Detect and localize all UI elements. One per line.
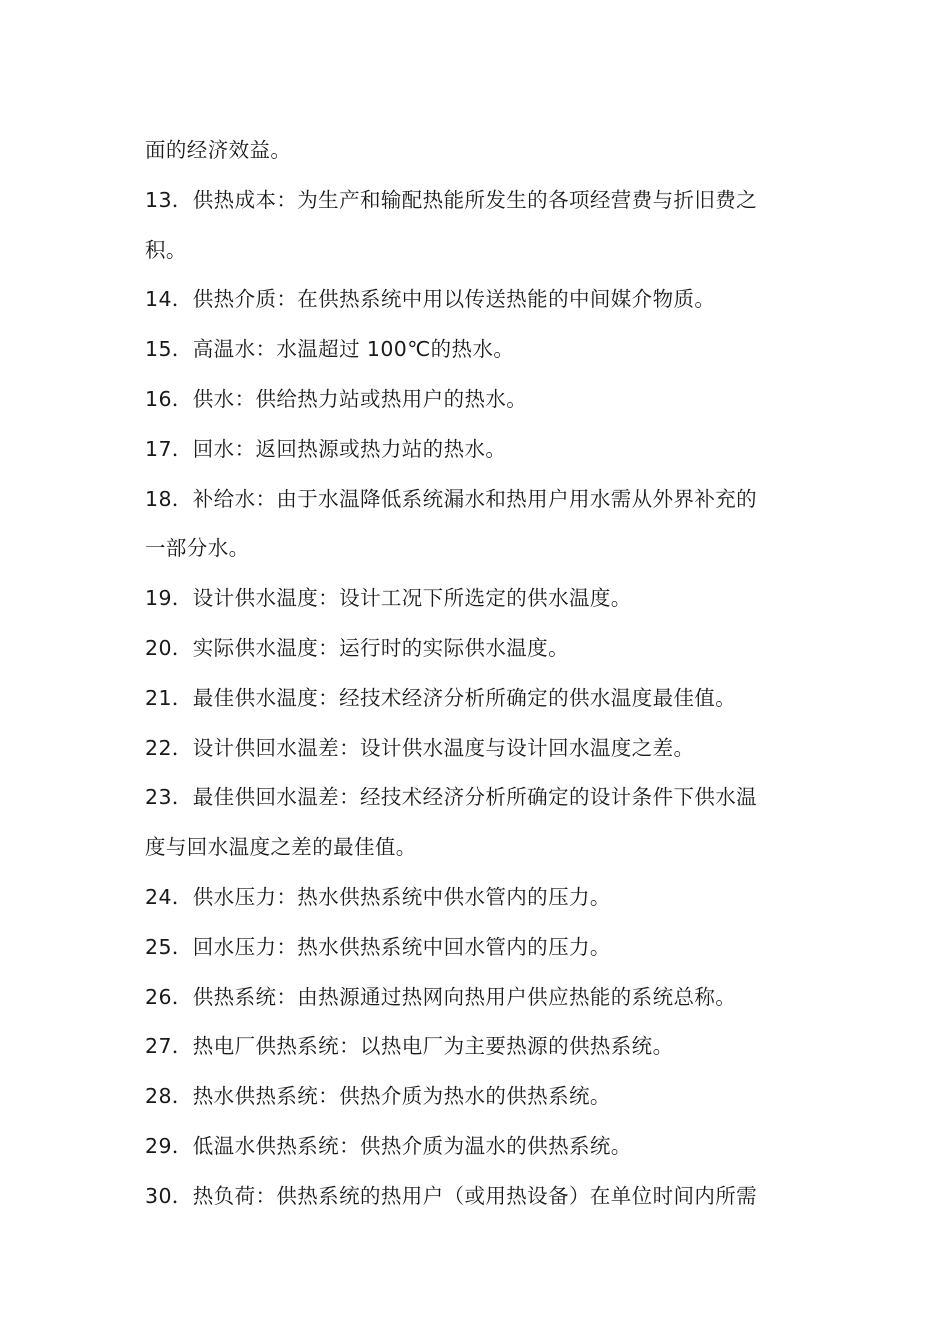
- text-line: 15．高温水：水温超过 100℃的热水。: [145, 337, 515, 362]
- text-line: 16．供水：供给热力站或热用户的热水。: [145, 386, 528, 411]
- text-line: 20．实际供水温度：运行时的实际供水温度。: [145, 635, 569, 660]
- text-line: 面的经济效益。: [145, 138, 292, 162]
- text-line: 一部分水。: [145, 536, 250, 561]
- text-line: 27．热电厂供热系统：以热电厂为主要热源的供热系统。: [145, 1034, 674, 1059]
- text-line: 17．回水：返回热源或热力站的热水。: [145, 436, 507, 461]
- text-line: 13．供热成本：为生产和输配热能所发生的各项经营费与折旧费之: [145, 187, 758, 212]
- text-line: 24．供水压力：热水供热系统中供水管内的压力。: [145, 884, 611, 909]
- text-line: 18．补给水：由于水温降低系统漏水和热用户用水需从外界补充的: [145, 486, 758, 511]
- text-line: 26．供热系统：由热源通过热网向热用户供应热能的系统总称。: [145, 984, 737, 1009]
- text-line: 25．回水压力：热水供热系统中回水管内的压力。: [145, 934, 611, 959]
- text-line: 21．最佳供水温度：经技术经济分析所确定的供水温度最佳值。: [145, 685, 737, 710]
- text-line: 22．设计供回水温差：设计供水温度与设计回水温度之差。: [145, 735, 695, 760]
- text-line: 14．供热介质：在供热系统中用以传送热能的中间媒介物质。: [145, 287, 716, 312]
- text-line: 29．低温水供热系统：供热介质为温水的供热系统。: [145, 1133, 632, 1158]
- text-line: 28．热水供热系统：供热介质为热水的供热系统。: [145, 1084, 611, 1109]
- text-line: 19．设计供水温度：设计工况下所选定的供水温度。: [145, 586, 632, 611]
- text-line: 度与回水温度之差的最佳值。: [145, 835, 417, 860]
- text-line: 30．热负荷：供热系统的热用户（或用热设备）在单位时间内所需: [145, 1183, 758, 1208]
- document-body: [145, 126, 805, 1222]
- text-line: 23．最佳供回水温差：经技术经济分析所确定的设计条件下供水温: [145, 785, 758, 810]
- text-line: 积。: [145, 237, 187, 262]
